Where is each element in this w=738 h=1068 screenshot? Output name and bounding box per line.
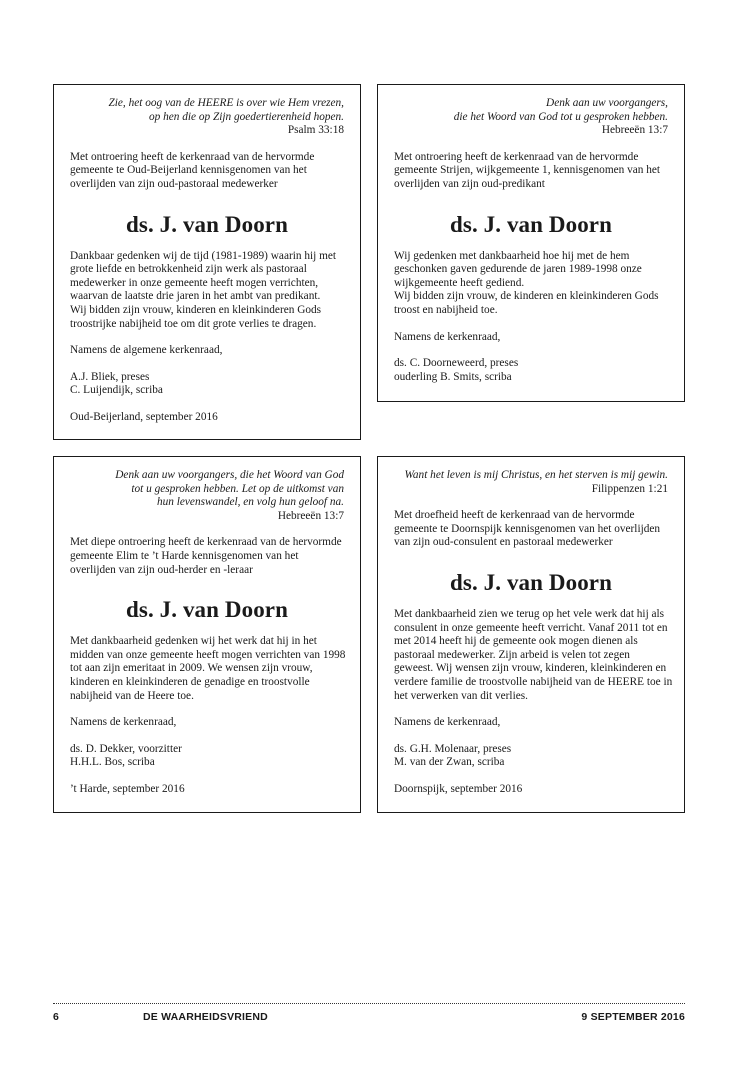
signer: H.H.L. Bos, scriba — [70, 756, 155, 769]
signoff: Namens de kerkenraad, — [394, 330, 501, 343]
body-line: Wij bidden zijn vrouw, de kinderen en kleinkinderen Gods — [394, 290, 659, 303]
signers — [70, 371, 344, 398]
intro-line: overlijden van zijn oud-predikant — [394, 177, 545, 190]
notice-intro — [394, 151, 668, 192]
signer: ds. G.H. Molenaar, preses — [394, 742, 512, 755]
notice-body — [70, 635, 344, 703]
notice-t-harde — [53, 456, 361, 813]
body-line: midden van onze gemeente heeft mogen verrichten van 1998 — [70, 648, 346, 661]
body-line: kinderen en kleinkinderen de genadige en troostvolle — [70, 675, 310, 688]
intro-line: Met diepe ontroering heeft de kerkenraad van de hervormde — [70, 536, 342, 549]
bible-verse — [70, 469, 344, 523]
signers — [394, 357, 668, 384]
signoff: Namens de algemene kerkenraad, — [70, 344, 223, 357]
intro-line: gemeente te Doornspijk kennisgenomen van het overlijden — [394, 522, 661, 535]
body-line: consulent in onze gemeente heeft verricht. Vanaf 2011 tot en — [394, 621, 668, 634]
signoff: Namens de kerkenraad, — [394, 716, 501, 729]
body-line: geschonken gaven gedurende de jaren 1989-1998 onze — [394, 263, 642, 276]
verse-reference: Hebreeën 13:7 — [277, 509, 344, 522]
intro-line: gemeente Strijen, wijkgemeente 1, kennisgenomen van het — [394, 164, 661, 177]
body-line: nabijheid van de Heere toe. — [70, 689, 194, 702]
body-line: grote liefde en betrokkenheid zijn werk als pastoraal — [70, 263, 307, 276]
body-line: met 2014 heeft hij de gemeente ook mogen dienen als — [394, 635, 638, 648]
publication-name: DE WAARHEIDSVRIEND — [143, 1011, 268, 1023]
place-date: ’t Harde, september 2016 — [70, 782, 185, 795]
signer: C. Luijendijk, scriba — [70, 384, 163, 397]
body-line: Wij bidden zijn vrouw, kinderen en kleinkinderen Gods — [70, 303, 322, 316]
body-line: wijkgemeente heeft gediend. — [394, 276, 525, 289]
signer: A.J. Bliek, preses — [70, 370, 150, 383]
verse-line: hun levenswandel, en volg hun geloof na. — [157, 496, 344, 509]
body-line: troostrijke nabijheid toe om dit grote verlies te dragen. — [70, 317, 317, 330]
verse-line: die het Woord van God tot u gesproken hebben. — [453, 110, 668, 123]
publication-date: 9 SEPTEMBER 2016 — [581, 1011, 685, 1023]
bible-verse — [394, 97, 668, 138]
body-line: troost en nabijheid toe. — [394, 303, 498, 316]
signer: ouderling B. Smits, scriba — [394, 370, 512, 383]
page-number: 6 — [53, 1011, 60, 1023]
body-line: Dankbaar gedenken wij de tijd (1981-1989) waarin hij met — [70, 249, 337, 262]
intro-line: gemeente te Oud-Beijerland kennisgenomen van het — [70, 164, 307, 177]
bible-verse — [70, 97, 344, 138]
notice-doornspijk — [377, 456, 685, 813]
body-line: medewerker in onze gemeente heeft mogen verrichten, — [70, 276, 319, 289]
footer-divider — [53, 1003, 685, 1004]
notice-body — [70, 250, 344, 332]
body-line: Met dankbaarheid gedenken wij het werk dat hij in het — [70, 635, 317, 648]
signers — [70, 743, 344, 770]
signer: ds. D. Dekker, voorzitter — [70, 742, 182, 755]
body-line: waarvan de laatste drie jaren in het ambt van predikant. — [70, 290, 321, 303]
verse-line: tot u gesproken hebben. Let op de uitkomst van — [131, 482, 344, 495]
signers — [394, 743, 668, 770]
notice-intro — [70, 536, 344, 577]
verse-reference: Filippenzen 1:21 — [591, 482, 668, 495]
notice-oud-beijerland — [53, 84, 361, 440]
intro-line: overlijden van zijn oud-pastoraal medewerker — [70, 177, 278, 190]
body-line: tot aan zijn emeritaat in 2009. We wensen zijn vrouw, — [70, 662, 313, 675]
intro-line: overlijden van zijn oud-herder en -leraar — [70, 563, 253, 576]
verse-line: op hen die op Zijn goedertierenheid hopen. — [148, 110, 344, 123]
intro-line: van zijn oud-consulent en pastoraal medewerker — [394, 536, 613, 549]
deceased-name: ds. J. van Doorn — [126, 597, 288, 623]
body-line: geweest. Wij wensen zijn vrouw, kinderen, kleinkinderen en — [394, 662, 667, 675]
deceased-name: ds. J. van Doorn — [126, 211, 288, 237]
body-line: het verwerken van dit verlies. — [394, 689, 528, 702]
place-date: Oud-Beijerland, september 2016 — [70, 410, 218, 423]
signer: M. van der Zwan, scriba — [394, 756, 505, 769]
signer: ds. C. Doorneweerd, preses — [394, 357, 519, 370]
intro-line: Met droefheid heeft de kerkenraad van de hervormde — [394, 509, 635, 522]
deceased-name: ds. J. van Doorn — [450, 569, 612, 595]
notice-intro — [70, 151, 344, 192]
notice-body — [394, 607, 673, 703]
verse-line: Denk aan uw voorgangers, — [546, 97, 668, 109]
body-line: Wij gedenken met dankbaarheid hoe hij met de hem — [394, 249, 630, 262]
signoff: Namens de kerkenraad, — [70, 716, 177, 729]
verse-line: Denk aan uw voorgangers, die het Woord van God — [115, 469, 344, 481]
verse-reference: Hebreeën 13:7 — [601, 124, 668, 137]
bible-verse — [394, 469, 668, 496]
notice-intro — [394, 509, 668, 550]
notice-strijen — [377, 84, 685, 402]
deceased-name: ds. J. van Doorn — [450, 211, 612, 237]
verse-reference: Psalm 33:18 — [287, 124, 344, 137]
intro-line: Met ontroering heeft de kerkenraad van de hervormde — [70, 150, 315, 163]
body-line: verdere familie de troostvolle nabijheid van de HEERE toe in — [394, 675, 673, 688]
intro-line: gemeente Elim te ’t Harde kennisgenomen van het — [70, 549, 299, 562]
verse-line: Zie, het oog van de HEERE is over wie Hem vrezen, — [108, 97, 344, 109]
intro-line: Met ontroering heeft de kerkenraad van de hervormde — [394, 150, 639, 163]
verse-line: Want het leven is mij Christus, en het sterven is mij gewin. — [404, 469, 668, 481]
body-line: Met dankbaarheid zien we terug op het vele werk dat hij als — [394, 607, 665, 620]
notice-body — [394, 250, 668, 318]
body-line: pastoraal medewerker. Zijn arbeid is velen tot zegen — [394, 648, 630, 661]
place-date: Doornspijk, september 2016 — [394, 782, 523, 795]
